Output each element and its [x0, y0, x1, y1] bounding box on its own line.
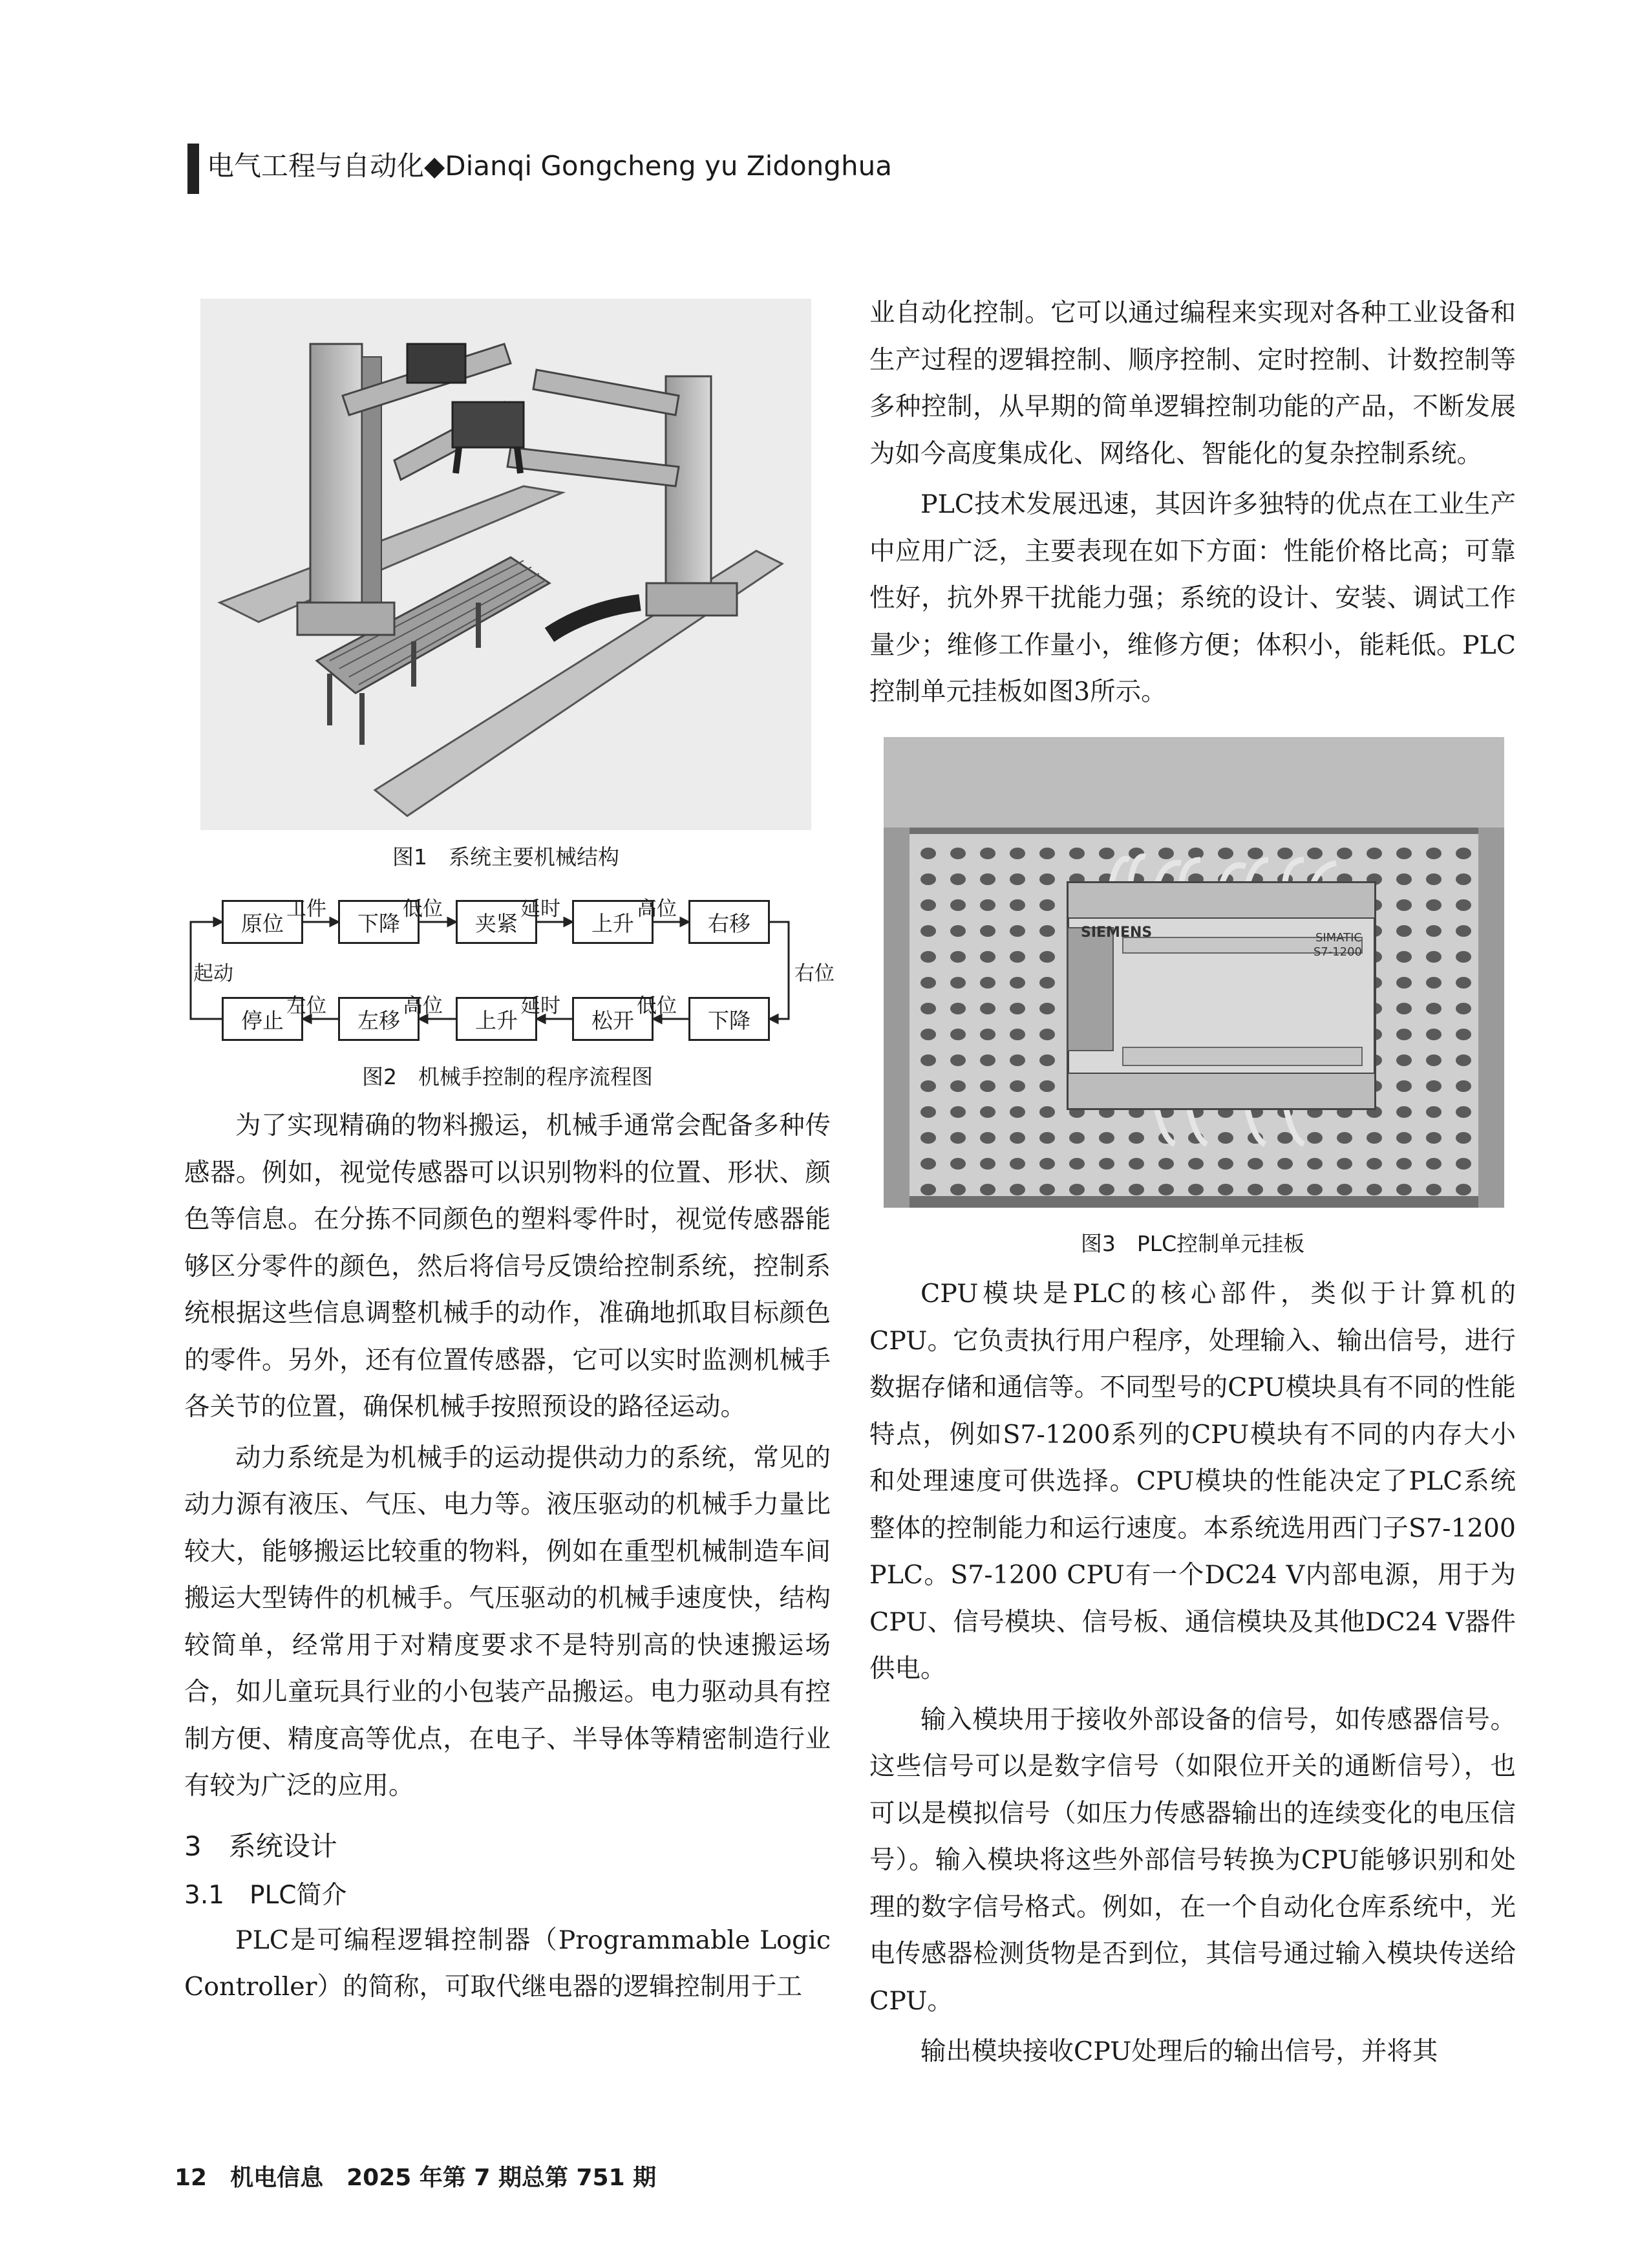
right-paragraph-advantages: PLC技术发展迅速，其因许多独特的优点在工业生产中应用广泛，主要表现在如下方面：性能价格比高；可靠性好，抗外界干扰能力强；系统的设计、安装、调试工作量少；维修工作量小，维修方便；体积小，能耗低。PLC控制单元挂板如图3所示。: [869, 489, 1516, 707]
right-paragraph-cpu: CPU模块是PLC的核心部件，类似于计算机的CPU。它负责执行用户程序，处理输入、输出信号，进行数据存储和通信等。不同型号的CPU模块具有不同的性能特点，例如S7-1200系列的CPU模块有不同的内存大小和处理速度可供选择。CPU模块的性能决定了PLC系统整体的控制能力和运行速度。本系统选用西门子S7-1200 PLC。S7-1200 CPU有一个DC24 V内部电源，用于为CPU、信号模块、信号板、通信模块及其他DC24 V器件供电。: [869, 1279, 1516, 1684]
figure2-flowchart: [184, 892, 837, 1047]
right-column-top-text: [869, 290, 1516, 716]
flow-label-right-pos: 右位: [794, 962, 835, 985]
plc-model-line1: SIMATIC: [1315, 931, 1362, 945]
header-bar: [187, 144, 199, 194]
left-paragraph-sensors: 为了实现精确的物料搬运，机械手通常会配备多种传感器。例如，视觉传感器可以识别物料的位置、形状、颜色等信息。在分拣不同颜色的塑料零件时，视觉传感器能够区分零件的颜色，然后将信号反馈给控制系统，控制系统根据这些信息调整机械手的动作，准确地抓取目标颜色的零件。另外，还有位置传感器，它可以实时监测机械手各关节的位置，确保机械手按照预设的路径运动。: [184, 1111, 831, 1422]
left-paragraph-plc: PLC是可编程逻辑控制器（Programmable Logic Controller）的简称，可取代继电器的逻辑控制用于工: [184, 1925, 831, 2002]
left-paragraph-power: 动力系统是为机械手的运动提供动力的系统，常见的动力源有液压、气压、电力等。液压驱动的机械手力量比较大，能够搬运比较重的物料，例如在重型机械制造车间搬运大型铸件的机械手。气压驱动的机械手速度快，结构较简单，经常用于对精度要求不是特别高的快速搬运场合，如儿童玩具行业的小包装产品搬运。电力驱动具有控制方便、精度高等优点，在电子、半导体等精密制造行业有较为广泛的应用。: [184, 1442, 831, 1801]
figure3-image: [884, 737, 1504, 1208]
flow-label-high-2: 高位: [403, 994, 443, 1018]
flow-box-move-right: 右移: [688, 900, 770, 944]
flow-box-rise-2: 上升: [456, 997, 537, 1041]
right-paragraph-input: 输入模块用于接收外部设备的信号，如传感器信号。这些信号可以是数字信号（如限位开关的通断信号），也可以是模拟信号（如压力传感器输出的连续变化的电压信号）。输入模块将这些外部信号转换为CPU能够识别和处理的数字信号格式。例如，在一个自动化仓库系统中，光电传感器检测货物是否到位，其信号通过输入模块传送给CPU。: [869, 1704, 1516, 2016]
flow-box-descend-2: 下降: [688, 997, 770, 1041]
right-paragraph-continuation: 业自动化控制。它可以通过编程来实现对各种工业设备和生产过程的逻辑控制、顺序控制、定时控制、计数控制等多种控制，从早期的简单逻辑控制功能的产品，不断发展为如今高度集成化、网络化、智能化的复杂控制系统。: [869, 298, 1516, 469]
plc-brand-label: SIEMENS: [1081, 925, 1153, 941]
plc-model-line2: S7-1200: [1313, 945, 1362, 959]
right-column-bottom-text: [869, 1270, 1516, 2075]
flow-box-home: 原位: [222, 900, 303, 944]
section-3-1-heading: 3.1 PLC简介: [184, 1880, 347, 1910]
right-paragraph-output: 输出模块接收CPU处理后的输出信号，并将其: [920, 2037, 1438, 2066]
flow-label-low: 低位: [403, 897, 443, 921]
left-column-text: [184, 1102, 831, 2011]
figure2-caption: 图2 机械手控制的程序流程图: [362, 1064, 653, 1089]
flow-box-move-left: 左移: [338, 997, 420, 1041]
section-3-heading: 3 系统设计: [184, 1830, 337, 1862]
journal-title: 电气工程与自动化◆Dianqi Gongcheng yu Zidonghua: [207, 150, 892, 182]
flow-box-descend: 下降: [338, 900, 420, 944]
flow-label-low-2: 低位: [637, 994, 677, 1018]
page-footer: 12 机电信息 2025 年第 7 期总第 751 期: [175, 2165, 657, 2191]
flow-label-delay: 延时: [520, 897, 560, 921]
flow-label-delay-2: 延时: [520, 994, 560, 1018]
flow-box-release: 松开: [572, 997, 654, 1041]
flow-box-rise: 上升: [572, 900, 654, 944]
figure3-caption: 图3 PLC控制单元挂板: [1080, 1231, 1305, 1256]
figure1-image: [200, 299, 811, 830]
figure1-caption: 图1 系统主要机械结构: [392, 844, 619, 870]
flow-box-clamp: 夹紧: [456, 900, 537, 944]
flow-label-high: 高位: [637, 897, 677, 921]
flow-box-stop: 停止: [222, 997, 303, 1041]
flow-label-start: 起动: [193, 962, 233, 985]
flow-label-workpiece: 工件: [286, 897, 326, 921]
flow-label-left-pos: 左位: [286, 994, 326, 1018]
